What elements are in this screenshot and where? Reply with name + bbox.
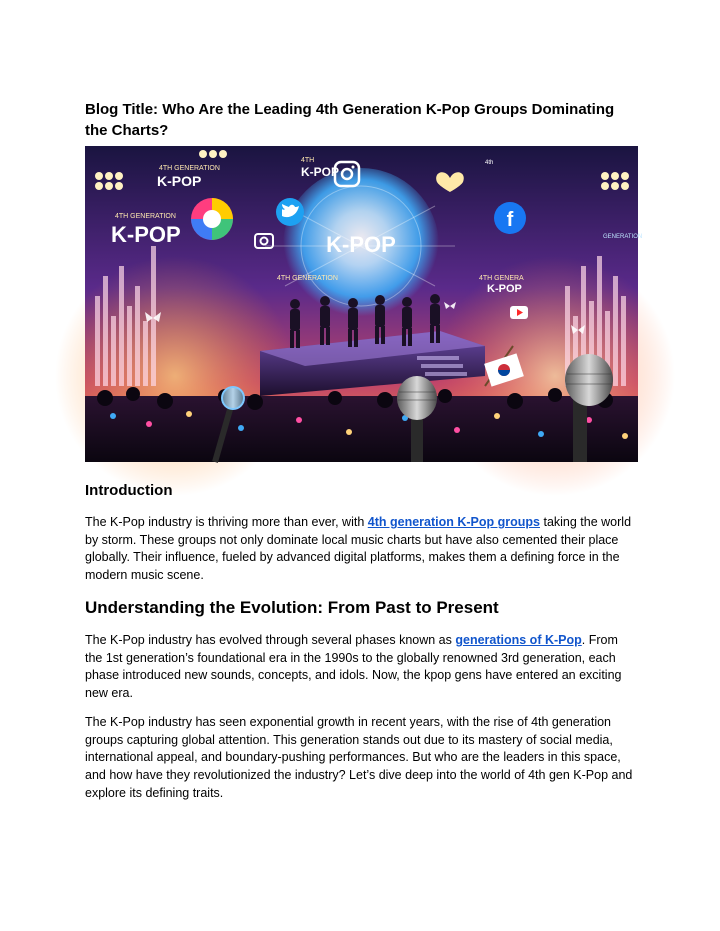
svg-text:4TH GENERATION: 4TH GENERATION <box>277 275 338 282</box>
facebook-icon <box>494 202 526 234</box>
svg-text:4TH GENERATION: 4TH GENERATION <box>159 165 220 172</box>
svg-text:GENERATION: GENERATION <box>603 234 643 240</box>
svg-text:4TH: 4TH <box>301 157 315 164</box>
svg-text:f: f <box>506 209 514 231</box>
link-4th-generation-kpop-groups[interactable]: 4th generation K-Pop groups <box>367 515 540 529</box>
svg-text:4TH GENERA: 4TH GENERA <box>479 275 524 282</box>
youtube-icon <box>510 306 528 319</box>
hero-image <box>85 146 643 462</box>
section-heading-evolution: Understanding the Evolution: From Past to Present <box>85 598 499 617</box>
intro-paragraph: The K-Pop industry is thriving more than ever, with 4th generation K-Pop groups taking the world by storm. These groups not only dominate local music charts but have also cemented their place globally. Their influence, fueled by advanced digital platforms, makes them a defining force in the modern music scene. <box>85 515 632 583</box>
svg-text:4th: 4th <box>485 160 494 166</box>
section-heading-introduction: Introduction <box>85 482 173 499</box>
svg-text:K-POP: K-POP <box>487 283 522 295</box>
link-generations-of-kpop[interactable]: generations of K-Pop <box>455 633 582 647</box>
svg-text:K-POP: K-POP <box>301 165 340 179</box>
blog-title: Blog Title: Who Are the Leading 4th Generation K-Pop Groups Dominating the Charts? <box>85 101 615 139</box>
hero-center-text: K-POP <box>326 232 396 257</box>
twitter-icon <box>276 198 304 226</box>
evolution-paragraph-1: The K-Pop industry has evolved through several phases known as generations of K-Pop. From the 1st generation’s foundational era in the 1990s to the globally renowned 3rd generation, each phase introduced new sounds, concepts, and idols. Now, the kpop gens have entered an exciting new era. <box>85 633 622 701</box>
color-wheel-icon <box>191 198 233 240</box>
svg-text:K-POP: K-POP <box>157 173 202 189</box>
svg-text:4TH GENERATION: 4TH GENERATION <box>115 213 176 220</box>
svg-text:K-POP: K-POP <box>111 222 181 247</box>
evolution-paragraph-2: The K-Pop industry has seen exponential growth in recent years, with the rise of 4th generation groups capturing global attention. This generation stands out due to its mastery of social media, international appeal, and boundary-pushing performances. But who are the leaders in this space, and how have they revolutionized the industry? Let’s dive deep into the world of 4th gen K-Pop and explore its defining traits. <box>85 715 633 800</box>
